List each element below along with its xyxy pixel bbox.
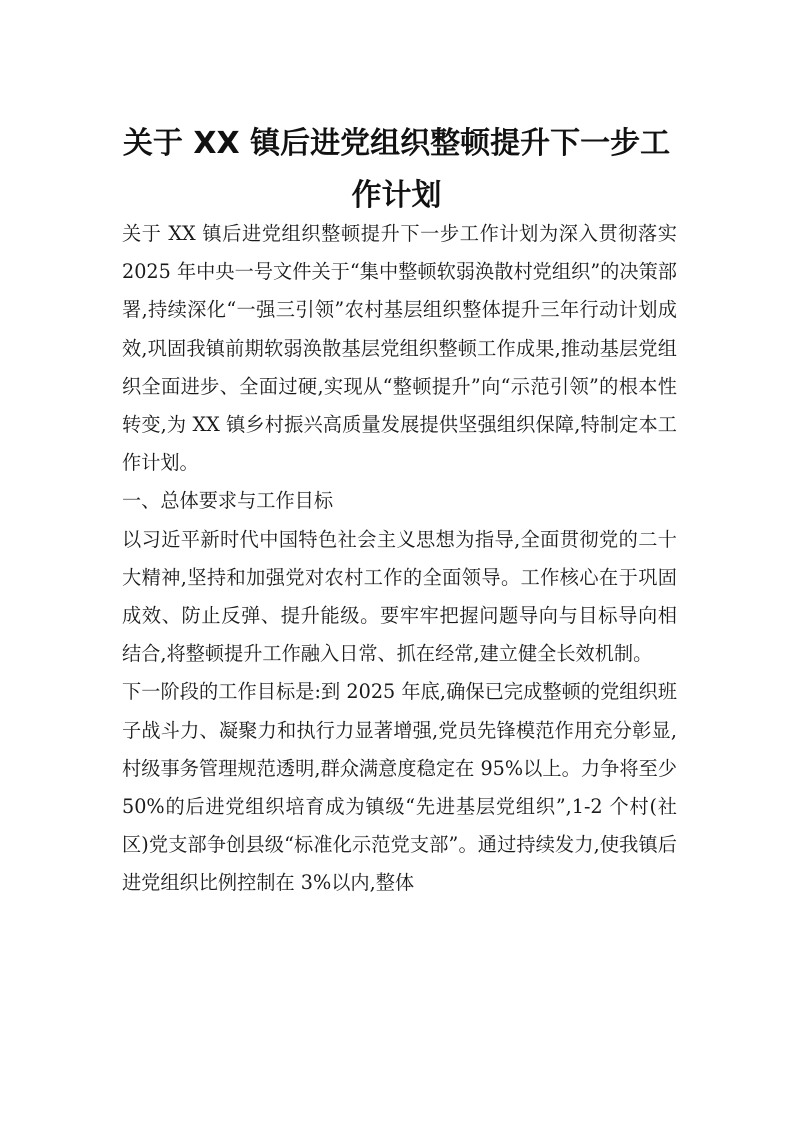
document-title: 关于 XX 镇后进党组织整顿提升下一步工作计划 (122, 126, 671, 213)
paragraph-intro: 关于 XX 镇后进党组织整顿提升下一步工作计划为深入贯彻落实 2025 年中央一号文件关于“集中整顿软弱涣散村党组织”的决策部署,持续深化“一强三引领”农村基层组织整体提升三年行动计划成效,巩固我镇前期软弱涣散基层党组织整顿工作成果,推动基层党组织全面进步、全面过硬,实现从“整顿提升”向“示范引领”的根本性转变,为 XX 镇乡村振兴高质量发展提供坚强组织保障,特制定本工作计划。 (122, 222, 677, 475)
paragraph-guidance: 以习近平新时代中国特色社会主义思想为指导,全面贯彻党的二十大精神,坚持和加强党对农村工作的全面领导。工作核心在于巩固成效、防止反弹、提升能级。要牢牢把握问题导向与目标导向相结合,将整顿提升工作融入日常、抓在经常,建立健全长效机制。 (122, 527, 677, 666)
section-heading-1: 一、总体要求与工作目标 (122, 489, 334, 513)
document-body (122, 215, 677, 903)
paragraph-goals: 下一阶段的工作目标是:到 2025 年底,确保已完成整顿的党组织班子战斗力、凝聚力和执行力显著增强,党员先锋模范作用充分彰显,村级事务管理规范透明,群众满意度稳定在 95%以上。力争将至少 50%的后进党组织培育成为镇级“先进基层党组织”,1-2 个村(社区)党支部争创县级“标准化示范党支部”。通过持续发力,使我镇后进党组织比例控制在 3%以内,整体 (122, 680, 677, 895)
